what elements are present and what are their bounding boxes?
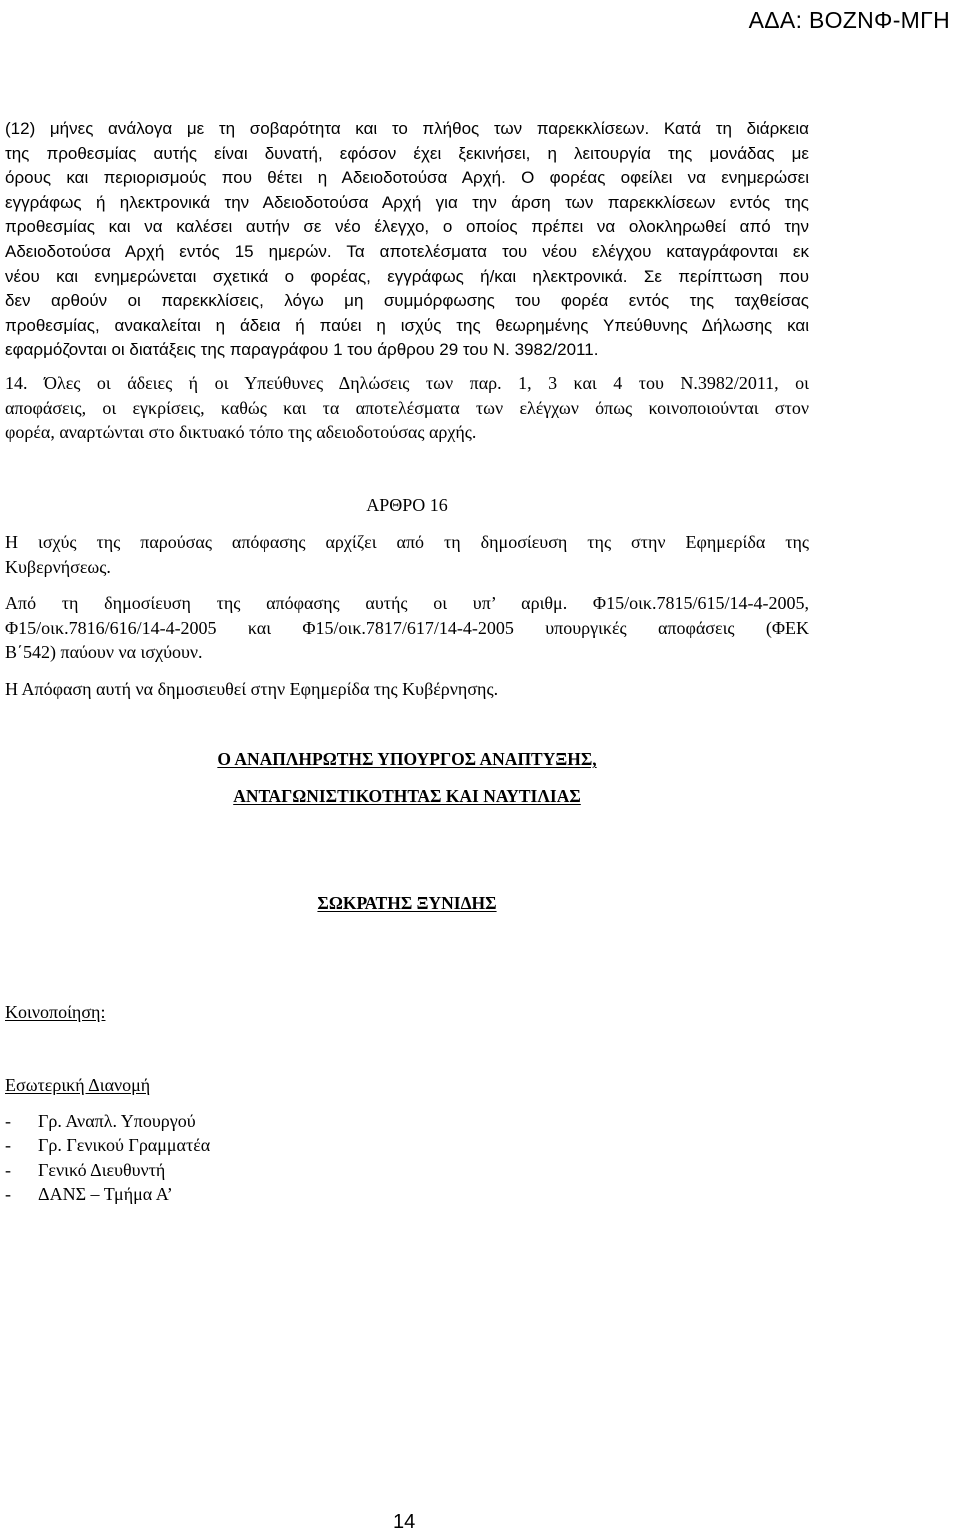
paragraph-line: Κυβερνήσεως. (5, 556, 111, 577)
page-number: 14 (393, 1511, 416, 1533)
distribution-list (5, 1109, 210, 1207)
paragraph-line: εφαρμόζονται οι διατάξεις της παραγράφου 1 του άρθρου 29 του Ν. 3982/2011. (5, 340, 599, 360)
article-paragraph-3: Η Απόφαση αυτή να δημοσιευθεί στην Εφημερίδα της Κυβέρνησης. (5, 679, 499, 699)
list-item: - Γρ. Γενικού Γραμματέα (5, 1135, 211, 1156)
list-item: - Γρ. Αναπλ. Υπουργού (5, 1111, 196, 1131)
paragraph-deviations (5, 117, 809, 363)
distribution-item: Γρ. Γενικού Γραμματέα (38, 1135, 211, 1156)
paragraph-14 (5, 371, 809, 445)
paragraph-line: προθεσμίας, ανακαλείται η άδεια ή παύει η ισχύς της θεωρημένης Υπεύθυνης Δήλωσης και (5, 315, 809, 335)
distribution-item: ΔΑΝΣ – Τμήμα Α’ (38, 1184, 173, 1205)
paragraph-line: δεν αρθούν οι παρεκκλίσεις, λόγω μη συμμόρφωσης του φορέα εντός της ταχθείσας (5, 291, 809, 311)
article-paragraph-1 (5, 530, 809, 579)
notification-label: Κοινοποίηση: (5, 1002, 106, 1022)
signatory-role-line-2: ΑΝΤΑΓΩΝΙΣΤΙΚΟΤΗΤΑΣ ΚΑΙ ΝΑΥΤΙΛΙΑΣ (233, 786, 581, 806)
list-item: - Γενικό Διευθυντή (5, 1159, 166, 1180)
article-heading: ΑΡΘΡΟ 16 (366, 495, 448, 515)
paragraph-line: Η ισχύς της παρούσας απόφασης αρχίζει από τη δημοσίευση της στην Εφημερίδα της (5, 532, 809, 552)
signatory-role-line-1: Ο ΑΝΑΠΛΗΡΩΤΗΣ ΥΠΟΥΡΓΟΣ ΑΝΑΠΤΥΞΗΣ, (217, 749, 597, 769)
paragraph-line: της προθεσμίας αυτής είναι δυνατή, εφόσον έχει ξεκινήσει, η λειτουργία της μονάδας με (5, 143, 809, 163)
paragraph-line: νέου και ενημερώνεται σχετικά ο φορέας, εγγράφως ή/και ηλεκτρονικά. Σε περίπτωση που (5, 266, 809, 286)
distribution-item: Γρ. Αναπλ. Υπουργού (38, 1111, 196, 1131)
article-paragraph-2 (5, 591, 809, 665)
paragraph-line: 14. Όλες οι άδειες ή οι Υπεύθυνες Δηλώσεις των παρ. 1, 3 και 4 του Ν.3982/2011, οι (5, 373, 809, 393)
paragraph-line: αποφάσεις, οι εγκρίσεις, καθώς και τα αποτελέσματα των ελέγχων όπως κοινοποιούνται στον (5, 397, 809, 418)
distribution-item: Γενικό Διευθυντή (38, 1159, 166, 1180)
ada-code: ΑΔΑ: ΒΟΖΝΦ-ΜΓΗ (748, 7, 950, 33)
paragraph-line: Β΄542) παύουν να ισχύουν. (5, 642, 203, 663)
paragraph-line: προθεσμίας και να καλέσει αυτήν σε νέο έλεγχο, ο οποίος πρέπει να ολοκληρωθεί από την (5, 217, 809, 237)
paragraph-line: όρους και περιορισμούς που θέτει η Αδειοδοτούσα Αρχή. Ο φορέας οφείλει να ενημερώσει (5, 168, 809, 188)
signatory-name: ΣΩΚΡΑΤΗΣ ΞΥΝΙΔΗΣ (317, 893, 497, 913)
paragraph-line: Φ15/οικ.7816/616/14-4-2005 και Φ15/οικ.7817/617/14-4-2005 υπουργικές αποφάσεις (ΦΕΚ (5, 617, 809, 638)
paragraph-line: Από τη δημοσίευση της απόφασης αυτής οι υπ’ αριθμ. Φ15/οικ.7815/615/14-4-2005, (5, 593, 809, 613)
internal-distribution-label: Εσωτερική Διανομή (5, 1075, 151, 1095)
paragraph-line: (12) μήνες ανάλογα με τη σοβαρότητα και το πλήθος των παρεκκλίσεων. Κατά τη διάρκεια (5, 119, 809, 138)
paragraph-line: εγγράφως ή ηλεκτρονικά την Αδειοδοτούσα Αρχή για την άρση των παρεκκλίσεων εντός της (5, 192, 809, 212)
paragraph-line: Αδειοδοτούσα Αρχή εντός 15 ημερών. Τα αποτελέσματα του νέου ελέγχου καταγράφονται εκ (5, 241, 809, 261)
list-item: - ΔΑΝΣ – Τμήμα Α’ (5, 1184, 173, 1205)
paragraph-line: φορέα, αναρτώνται στο δικτυακό τόπο της αδειοδοτούσας αρχής. (5, 422, 477, 443)
